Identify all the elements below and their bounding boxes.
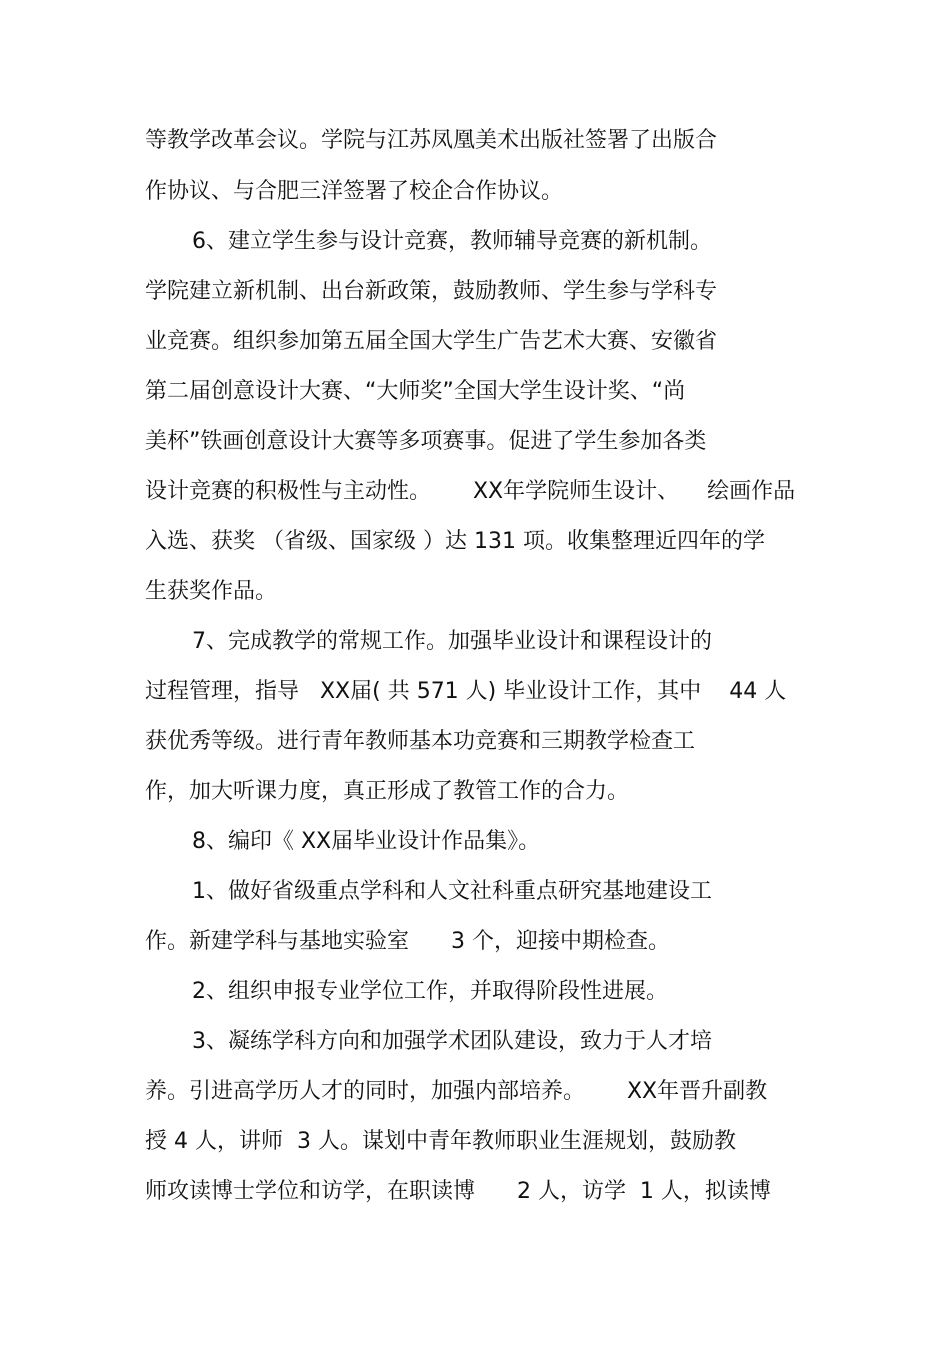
paragraph-line: 1、做好省级重点学科和人文社科重点研究基地建设工 [192, 879, 712, 904]
paragraph-line: 美杯”铁画创意设计大赛等多项赛事。促进了学生参加各类 [145, 429, 707, 454]
paragraph-line: 6、建立学生参与设计竞赛，教师辅导竞赛的新机制。 [192, 229, 712, 254]
paragraph-line: 学院建立新机制、出台新政策，鼓励教师、学生参与学科专 [145, 279, 718, 304]
paragraph-line: 作。新建学科与基地实验室 3 个，迎接中期检查。 [145, 929, 670, 954]
paragraph-line: 等教学改革会议。学院与江苏凤凰美术出版社签署了出版合 [145, 128, 718, 153]
paragraph-line: 7、完成教学的常规工作。加强毕业设计和课程设计的 [192, 629, 712, 654]
paragraph-line: 入选、获奖 （省级、国家级 ）达 131 项。收集整理近四年的学 [145, 529, 765, 554]
paragraph-line: 业竞赛。组织参加第五届全国大学生广告艺术大赛、安徽省 [145, 329, 718, 354]
paragraph-line: 3、凝练学科方向和加强学术团队建设，致力于人才培 [192, 1029, 712, 1054]
paragraph-line: 设计竞赛的积极性与主动性。 XX年学院师生设计、 绘画作品 [145, 479, 796, 504]
paragraph-line: 生获奖作品。 [145, 579, 278, 604]
paragraph-line: 过程管理，指导 XX届( 共 571 人) 毕业设计工作，其中 44 人 [145, 679, 787, 704]
paragraph-line: 第二届创意设计大赛、“大师奖”全国大学生设计奖、“尚 [145, 379, 686, 404]
paragraph-line: 作协议、与合肥三洋签署了校企合作协议。 [145, 179, 564, 204]
paragraph-line: 8、编印《 XX届毕业设计作品集》。 [192, 829, 541, 854]
paragraph-line: 作，加大听课力度，真正形成了教管工作的合力。 [145, 779, 630, 804]
paragraph-line: 养。引进高学历人才的同时，加强内部培养。 XX年晋升副教 [145, 1079, 768, 1104]
paragraph-line: 师攻读博士学位和访学，在职读博 2 人，访学 1 人，拟读博 [145, 1179, 771, 1204]
paragraph-line: 2、组织申报专业学位工作，并取得阶段性进展。 [192, 979, 668, 1004]
paragraph-line: 获优秀等级。进行青年教师基本功竞赛和三期教学检查工 [145, 729, 696, 754]
paragraph-line: 授 4 人，讲师 3 人。谋划中青年教师职业生涯规划，鼓励教 [145, 1129, 736, 1154]
